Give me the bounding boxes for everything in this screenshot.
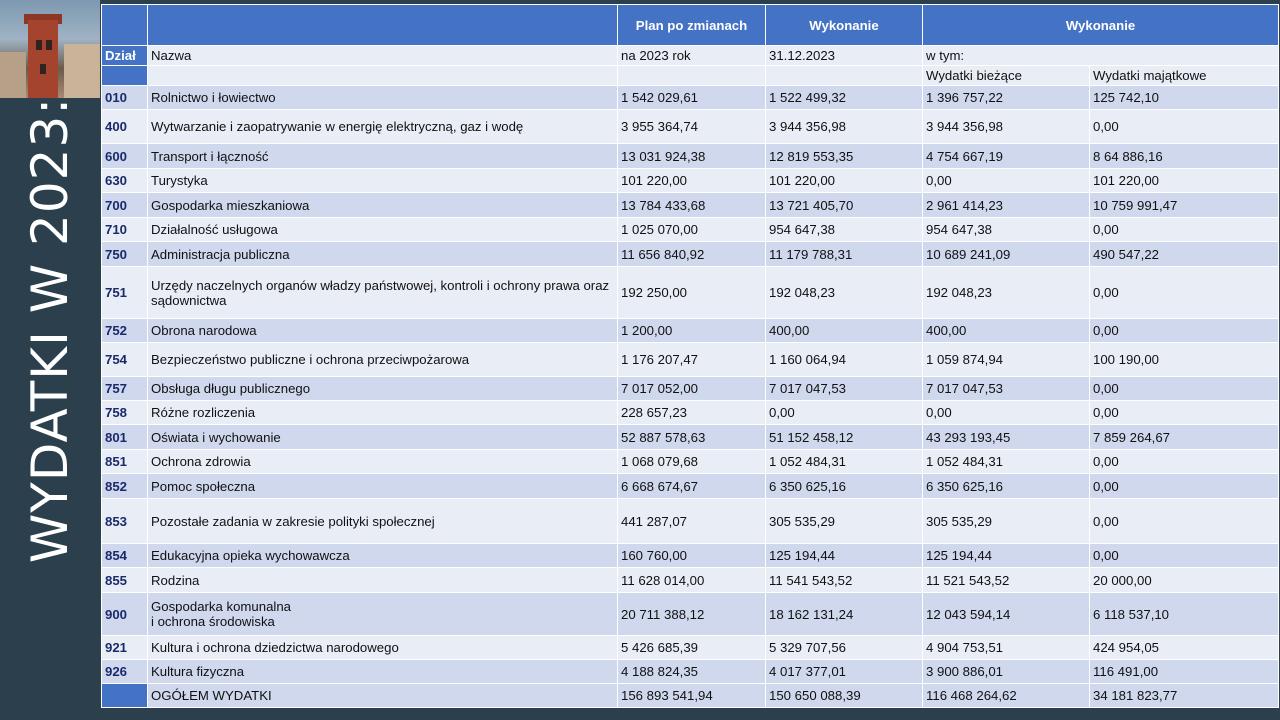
table-row bbox=[102, 450, 1279, 474]
header-plan: Plan po zmianach bbox=[618, 5, 766, 46]
subheader-biezace: Wydatki bieżące bbox=[923, 66, 1090, 86]
current-expenses-value: 0,00 bbox=[923, 169, 1090, 193]
division-code: 751 bbox=[102, 267, 148, 319]
plan-value: 1 068 079,68 bbox=[618, 450, 766, 474]
table-row bbox=[102, 499, 1279, 544]
division-name: Pozostałe zadania w zakresie polityki społecznej bbox=[148, 499, 618, 544]
execution-value: 7 017 047,53 bbox=[766, 377, 923, 401]
division-name: Urzędy naczelnych organów władzy państwowej, kontroli i ochrony prawa oraz sądownictwa bbox=[148, 267, 618, 319]
capital-expenses-value: 0,00 bbox=[1090, 267, 1279, 319]
execution-value: 3 944 356,98 bbox=[766, 110, 923, 144]
capital-expenses-value: 20 000,00 bbox=[1090, 568, 1279, 593]
table-row bbox=[102, 377, 1279, 401]
division-name: Edukacyjna opieka wychowawcza bbox=[148, 544, 618, 568]
capital-expenses-value: 7 859 264,67 bbox=[1090, 425, 1279, 450]
division-code: 926 bbox=[102, 660, 148, 684]
table-row bbox=[102, 593, 1279, 636]
plan-value: 1 200,00 bbox=[618, 319, 766, 343]
current-expenses-value: 3 900 886,01 bbox=[923, 660, 1090, 684]
subheader-dzial: Dział bbox=[102, 46, 148, 66]
division-name: Gospodarka komunalna i ochrona środowiska bbox=[148, 593, 618, 636]
capital-expenses-value: 0,00 bbox=[1090, 474, 1279, 499]
execution-value: 101 220,00 bbox=[766, 169, 923, 193]
building-right bbox=[64, 44, 100, 98]
subheader-empty bbox=[148, 66, 618, 86]
execution-value: 5 329 707,56 bbox=[766, 636, 923, 660]
division-code: 754 bbox=[102, 343, 148, 377]
division-code: 010 bbox=[102, 86, 148, 110]
current-expenses-value: 1 396 757,22 bbox=[923, 86, 1090, 110]
execution-value: 6 350 625,16 bbox=[766, 474, 923, 499]
plan-value: 192 250,00 bbox=[618, 267, 766, 319]
table-row bbox=[102, 474, 1279, 499]
plan-value: 52 887 578,63 bbox=[618, 425, 766, 450]
division-name: Wytwarzanie i zaopatrywanie w energię elektryczną, gaz i wodę bbox=[148, 110, 618, 144]
plan-value: 7 017 052,00 bbox=[618, 377, 766, 401]
division-name: Działalność usługowa bbox=[148, 218, 618, 242]
table-row bbox=[102, 110, 1279, 144]
tower-window bbox=[40, 64, 46, 74]
current-expenses-value: 11 521 543,52 bbox=[923, 568, 1090, 593]
header-cell-empty bbox=[148, 5, 618, 46]
current-expenses-value: 2 961 414,23 bbox=[923, 193, 1090, 218]
town-photo bbox=[0, 0, 100, 98]
header-row bbox=[102, 5, 1279, 46]
current-expenses-value: 0,00 bbox=[923, 401, 1090, 425]
capital-expenses-value: 424 954,05 bbox=[1090, 636, 1279, 660]
table-row bbox=[102, 636, 1279, 660]
current-expenses-value: 192 048,23 bbox=[923, 267, 1090, 319]
plan-value: 3 955 364,74 bbox=[618, 110, 766, 144]
execution-value: 0,00 bbox=[766, 401, 923, 425]
plan-value: 13 031 924,38 bbox=[618, 144, 766, 169]
table-row bbox=[102, 242, 1279, 267]
division-name: Bezpieczeństwo publiczne i ochrona przeciwpożarowa bbox=[148, 343, 618, 377]
execution-value: 125 194,44 bbox=[766, 544, 923, 568]
plan-value: 4 188 824,35 bbox=[618, 660, 766, 684]
current-expenses-value: 305 535,29 bbox=[923, 499, 1090, 544]
subheader-majatkowe: Wydatki majątkowe bbox=[1090, 66, 1279, 86]
capital-expenses-value: 0,00 bbox=[1090, 401, 1279, 425]
division-code: 921 bbox=[102, 636, 148, 660]
execution-value: 4 017 377,01 bbox=[766, 660, 923, 684]
execution-value: 1 522 499,32 bbox=[766, 86, 923, 110]
capital-expenses-value: 490 547,22 bbox=[1090, 242, 1279, 267]
capital-expenses-value: 101 220,00 bbox=[1090, 169, 1279, 193]
header-wykonanie: Wykonanie bbox=[766, 5, 923, 46]
current-expenses-value: 10 689 241,09 bbox=[923, 242, 1090, 267]
expenses-table bbox=[101, 4, 1279, 708]
division-name: Kultura fizyczna bbox=[148, 660, 618, 684]
plan-value: 20 711 388,12 bbox=[618, 593, 766, 636]
total-code-cell bbox=[102, 684, 148, 708]
execution-value: 11 179 788,31 bbox=[766, 242, 923, 267]
tower bbox=[28, 20, 58, 98]
division-code: 854 bbox=[102, 544, 148, 568]
execution-value: 305 535,29 bbox=[766, 499, 923, 544]
current-expenses-value: 954 647,38 bbox=[923, 218, 1090, 242]
table-row bbox=[102, 660, 1279, 684]
header-cell-empty bbox=[102, 5, 148, 46]
execution-value: 1 052 484,31 bbox=[766, 450, 923, 474]
execution-value: 400,00 bbox=[766, 319, 923, 343]
division-code: 750 bbox=[102, 242, 148, 267]
execution-value: 13 721 405,70 bbox=[766, 193, 923, 218]
table-row bbox=[102, 401, 1279, 425]
building-left bbox=[0, 52, 26, 98]
capital-expenses-value: 0,00 bbox=[1090, 544, 1279, 568]
table-row bbox=[102, 169, 1279, 193]
plan-value: 11 628 014,00 bbox=[618, 568, 766, 593]
capital-expenses-value: 8 64 886,16 bbox=[1090, 144, 1279, 169]
expenses-table-container bbox=[101, 4, 1278, 708]
execution-value: 1 160 064,94 bbox=[766, 343, 923, 377]
current-expenses-value: 12 043 594,14 bbox=[923, 593, 1090, 636]
execution-value: 18 162 131,24 bbox=[766, 593, 923, 636]
execution-value: 11 541 543,52 bbox=[766, 568, 923, 593]
table-row bbox=[102, 343, 1279, 377]
subheader-empty bbox=[766, 66, 923, 86]
capital-expenses-value: 0,00 bbox=[1090, 110, 1279, 144]
subheader-nazwa: Nazwa bbox=[148, 46, 618, 66]
total-current: 116 468 264,62 bbox=[923, 684, 1090, 708]
capital-expenses-value: 116 491,00 bbox=[1090, 660, 1279, 684]
current-expenses-value: 4 754 667,19 bbox=[923, 144, 1090, 169]
division-code: 630 bbox=[102, 169, 148, 193]
division-name: Turystyka bbox=[148, 169, 618, 193]
plan-value: 441 287,07 bbox=[618, 499, 766, 544]
current-expenses-value: 43 293 193,45 bbox=[923, 425, 1090, 450]
table-row bbox=[102, 568, 1279, 593]
division-name: Rolnictwo i łowiectwo bbox=[148, 86, 618, 110]
total-execution: 150 650 088,39 bbox=[766, 684, 923, 708]
division-code: 752 bbox=[102, 319, 148, 343]
subheader-empty bbox=[102, 66, 148, 86]
division-code: 853 bbox=[102, 499, 148, 544]
execution-value: 192 048,23 bbox=[766, 267, 923, 319]
table-row bbox=[102, 544, 1279, 568]
sidebar bbox=[0, 0, 100, 720]
division-code: 851 bbox=[102, 450, 148, 474]
subheader-plan: na 2023 rok bbox=[618, 46, 766, 66]
division-code: 900 bbox=[102, 593, 148, 636]
table-row bbox=[102, 86, 1279, 110]
page-title: WYDATKI W 2023: bbox=[21, 96, 79, 564]
execution-value: 51 152 458,12 bbox=[766, 425, 923, 450]
current-expenses-value: 3 944 356,98 bbox=[923, 110, 1090, 144]
total-capital: 34 181 823,77 bbox=[1090, 684, 1279, 708]
capital-expenses-value: 125 742,10 bbox=[1090, 86, 1279, 110]
division-code: 757 bbox=[102, 377, 148, 401]
total-label: OGÓŁEM WYDATKI bbox=[148, 684, 618, 708]
current-expenses-value: 1 052 484,31 bbox=[923, 450, 1090, 474]
division-name: Pomoc społeczna bbox=[148, 474, 618, 499]
current-expenses-value: 125 194,44 bbox=[923, 544, 1090, 568]
capital-expenses-value: 6 118 537,10 bbox=[1090, 593, 1279, 636]
total-plan: 156 893 541,94 bbox=[618, 684, 766, 708]
tower-window bbox=[46, 40, 52, 50]
plan-value: 101 220,00 bbox=[618, 169, 766, 193]
subheader-empty bbox=[618, 66, 766, 86]
division-name: Kultura i ochrona dziedzictwa narodowego bbox=[148, 636, 618, 660]
current-expenses-value: 4 904 753,51 bbox=[923, 636, 1090, 660]
division-name: Ochrona zdrowia bbox=[148, 450, 618, 474]
capital-expenses-value: 0,00 bbox=[1090, 377, 1279, 401]
current-expenses-value: 400,00 bbox=[923, 319, 1090, 343]
division-code: 801 bbox=[102, 425, 148, 450]
current-expenses-value: 1 059 874,94 bbox=[923, 343, 1090, 377]
subheader-wykonanie: 31.12.2023 bbox=[766, 46, 923, 66]
execution-value: 12 819 553,35 bbox=[766, 144, 923, 169]
division-name: Różne rozliczenia bbox=[148, 401, 618, 425]
header-wykonanie-split: Wykonanie bbox=[923, 5, 1279, 46]
division-code: 758 bbox=[102, 401, 148, 425]
capital-expenses-value: 0,00 bbox=[1090, 319, 1279, 343]
plan-value: 160 760,00 bbox=[618, 544, 766, 568]
capital-expenses-value: 0,00 bbox=[1090, 218, 1279, 242]
division-name: Obsługa długu publicznego bbox=[148, 377, 618, 401]
plan-value: 228 657,23 bbox=[618, 401, 766, 425]
division-name: Administracja publiczna bbox=[148, 242, 618, 267]
table-row bbox=[102, 144, 1279, 169]
plan-value: 1 542 029,61 bbox=[618, 86, 766, 110]
current-expenses-value: 7 017 047,53 bbox=[923, 377, 1090, 401]
capital-expenses-value: 100 190,00 bbox=[1090, 343, 1279, 377]
table-row bbox=[102, 319, 1279, 343]
tower-window bbox=[36, 40, 42, 50]
capital-expenses-value: 0,00 bbox=[1090, 450, 1279, 474]
division-name: Rodzina bbox=[148, 568, 618, 593]
division-code: 710 bbox=[102, 218, 148, 242]
table-row bbox=[102, 218, 1279, 242]
division-code: 700 bbox=[102, 193, 148, 218]
execution-value: 954 647,38 bbox=[766, 218, 923, 242]
capital-expenses-value: 0,00 bbox=[1090, 499, 1279, 544]
division-name: Transport i łączność bbox=[148, 144, 618, 169]
table-row bbox=[102, 267, 1279, 319]
capital-expenses-value: 10 759 991,47 bbox=[1090, 193, 1279, 218]
division-code: 852 bbox=[102, 474, 148, 499]
subheader-row-2 bbox=[102, 66, 1279, 86]
division-name: Oświata i wychowanie bbox=[148, 425, 618, 450]
plan-value: 11 656 840,92 bbox=[618, 242, 766, 267]
subheader-wtym: w tym: bbox=[923, 46, 1279, 66]
division-code: 600 bbox=[102, 144, 148, 169]
division-code: 855 bbox=[102, 568, 148, 593]
plan-value: 13 784 433,68 bbox=[618, 193, 766, 218]
division-name: Gospodarka mieszkaniowa bbox=[148, 193, 618, 218]
plan-value: 5 426 685,39 bbox=[618, 636, 766, 660]
plan-value: 1 025 070,00 bbox=[618, 218, 766, 242]
current-expenses-value: 6 350 625,16 bbox=[923, 474, 1090, 499]
division-name: Obrona narodowa bbox=[148, 319, 618, 343]
division-code: 400 bbox=[102, 110, 148, 144]
plan-value: 1 176 207,47 bbox=[618, 343, 766, 377]
table-row bbox=[102, 425, 1279, 450]
table-row bbox=[102, 193, 1279, 218]
total-row bbox=[102, 684, 1279, 708]
subheader-row bbox=[102, 46, 1279, 66]
plan-value: 6 668 674,67 bbox=[618, 474, 766, 499]
